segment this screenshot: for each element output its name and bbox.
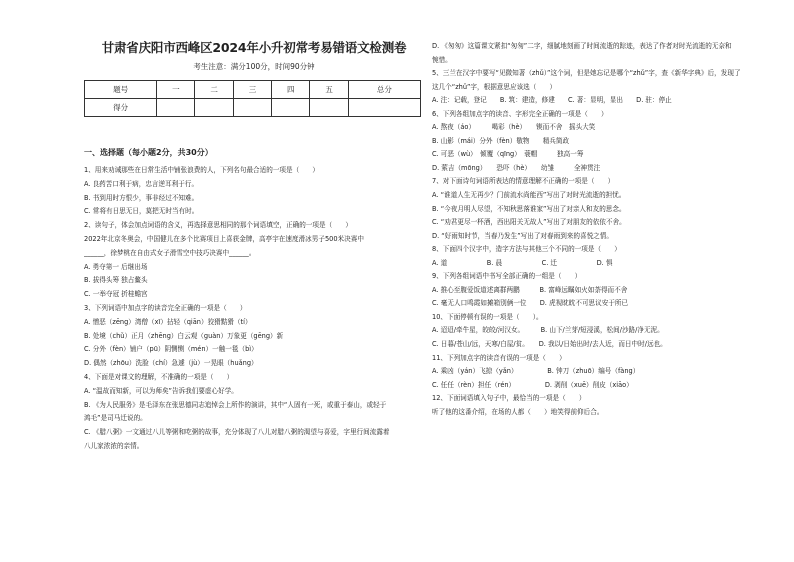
answer-option: A. 憎恶（zēng）湾僧（xī）拈轻（qiān）狡猾黠猾（tí） — [84, 317, 252, 326]
answer-option: B. 书到用时方恨少，事非经过不知难。 — [84, 193, 199, 202]
score-table — [84, 80, 421, 117]
answer-option: B. 拔得头筹 独占鳌头 — [84, 276, 148, 285]
score-table-score-row — [85, 99, 421, 117]
answer-option: B. 《为人民服务》是毛泽东在张思德同志追悼会上所作的演讲，其中“人固有一死，或重于泰山，或轻于 — [84, 400, 387, 409]
answer-option: A. 良药苦口利于病，忠言逆耳利于行。 — [84, 179, 199, 188]
question-line: 6、下列各组加点字的读音、字形完全正确的一项是（ ） — [432, 109, 608, 118]
score-cell: 五 — [310, 81, 348, 99]
question-line: 10、下面停顿有误的一项是（ ）。 — [432, 312, 543, 321]
answer-option: C. 一举夺冠 折桂蟾宫 — [84, 290, 148, 299]
answer-option: A. 推心至腹爱饭道述离群两鹏 B. 富峰远瞩如火如荼得而不舍 — [432, 285, 628, 294]
score-cell: 二 — [195, 81, 233, 99]
page-title: 甘肃省庆阳市西峰区2024年小升初常考易错语文检测卷 — [101, 40, 407, 55]
score-cell: 一 — [157, 81, 195, 99]
score-cell — [233, 99, 271, 117]
score-cell — [310, 99, 348, 117]
answer-option: A. 道 B. 晨 C. 迁 D. 惧 — [432, 258, 613, 267]
question-line: 9、下列各组词语中书写全部正确的一组是（ ） — [432, 272, 582, 281]
score-cell: 得分 — [85, 99, 157, 117]
question-line: ______，徐梦桃在自由式女子滑雪空中技巧决赛中______。 — [84, 248, 256, 257]
left-question-list — [84, 164, 422, 454]
right-question-list — [432, 40, 788, 419]
question-line: 这几个“zhǔ”字，根据意思应该选（ ） — [432, 82, 557, 91]
question-line: 8、下面四个汉字中，造字方法与其他三个不同的一项是（ ） — [432, 245, 621, 254]
question-line: 3、下列词语中加点字的读音完全正确的一项是（ ） — [84, 303, 247, 312]
answer-option: C. 《腊八粥》一文通过八儿等粥和吃粥的故事，充分体现了八儿对腊八粥的渴望与喜爱，字里行间流露着 — [84, 428, 390, 437]
answer-option: A. 乘凶（yán）飞掠（yǎn） B. 钟刀（zhuō）编号（fàng） — [432, 367, 640, 376]
exam-notice: 考生注意：满分100分，时间90分钟 — [193, 62, 315, 71]
answer-option: A. “温故而知新，可以为师矣”告诉我们要虚心好学。 — [84, 386, 238, 395]
section-heading: 一、选择题（每小题2分，共30分） — [84, 148, 213, 157]
answer-option: C. 日暮/苍山/远，天寒/白屋/贫。 D. 我以/日始出时/去人近，而日中时/远也。 — [432, 340, 667, 349]
question-line: 7、对下面诗句词语所表达的情意理解不正确的一项是（ ） — [432, 177, 615, 186]
answer-option: C. 毫无人口鸣霞如摊箱别俩一位 D. 虎视眈眈不可思议安于所已 — [432, 299, 629, 308]
answer-option: D. “好雨知时节，当春乃发生”写出了对春雨到来的喜悦之情。 — [432, 231, 613, 240]
score-cell — [272, 99, 310, 117]
answer-option: D. 萦吉（mōng） 恐吓（hè） 幼雏 全神贯注 — [432, 163, 601, 172]
answer-option: 惋惜。 — [432, 55, 452, 64]
answer-option: A. 熬夜（áo） 喝彩（hè） 锲而不舍 摇头大笑 — [432, 123, 596, 132]
question-line: 12、下面词语填入句子中，最恰当的一项是（ ） — [432, 394, 586, 403]
answer-option: D. 偶然（zhōu）洗脸（chí）急遽（jù）一晃眼（huǎng） — [84, 359, 258, 368]
answer-option: C. 任任（rèn）担任（rén） D. 剥削（xuē）削皮（xiāo） — [432, 380, 633, 389]
answer-option: 鸿毛”是司马迁说的。 — [84, 414, 147, 423]
answer-option: B. “今夜月明人尽望，不知秋思落谁家”写出了对亲人和友的思念。 — [432, 204, 626, 213]
answer-option: A. “谁道人生无再少？门前流水尚能西”写出了对时光流逝的担忧。 — [432, 191, 626, 200]
question-line: 1、用来劝诫那些在日常生活中铺张浪费的人，下列名句最合适的一项是（ ） — [84, 166, 319, 174]
score-table-header-row — [85, 81, 421, 99]
answer-option: C. 可恶（wù） 倾覆（qīng） 蓑帽 独高一筹 — [432, 150, 584, 159]
answer-option: C. 常将有日思无日，莫把无时当有时。 — [84, 207, 199, 216]
score-cell: 三 — [233, 81, 271, 99]
question-line: 11、下列加点字的读音有误的一项是（ ） — [432, 353, 566, 362]
score-cell: 题号 — [85, 81, 157, 99]
answer-option: A. 勇夺第一 后继出场 — [84, 262, 148, 271]
score-cell — [348, 99, 420, 117]
answer-option: B. 处境（chǔ）正月（zhēng）白云观（guàn）万象更（gēng）新 — [84, 331, 284, 340]
answer-option: A. 迢迢/牵牛星，皎皎/河汉女。 B. 山下/兰芽/短浸溪，松间/沙路/净无泥。 — [432, 326, 664, 335]
answer-option: A. 注：记载，登记 B. 筑：建造，修建 C. 著：显明，显出 D. 驻：停止 — [432, 96, 672, 105]
answer-option: B. 山影（mái）分外（fèn）敬物 精兵简政 — [432, 136, 570, 145]
answer-option: C. 分外（fèn）铺户（pū）阴恻恻（mén）一触一毯（bì） — [84, 345, 258, 354]
score-cell: 四 — [272, 81, 310, 99]
question-line: 4、下面是对课文的理解，不准确的一项是（ ） — [84, 372, 234, 381]
question-line: 2022年北京冬奥会，中国健儿在多个比赛项目上喜获金牌，高亭宇在速度滑冰男子500米决赛中 — [84, 234, 364, 243]
question-line: 2、读句子，体会加点词语的含义，再选择意思相同的那个词语填空，正确的一项是（ ） — [84, 221, 352, 230]
left-column — [84, 40, 424, 450]
answer-option: D. 《匆匆》这篇课文紧扣“匆匆”二字，细腻地刻画了时间流逝的踪迹，表达了作者对时光流逝的无奈和 — [432, 42, 732, 50]
answer-option: 八儿家浓浓的亲情。 — [84, 441, 144, 450]
answer-option: C. “劝君更尽一杯酒，西出阳关无故人”写出了对朋友的依依不舍。 — [432, 218, 626, 227]
score-cell — [195, 99, 233, 117]
score-cell — [157, 99, 195, 117]
question-line: 5、三兰在汉字中要写“见微知著（zhǔ）”这个词，但是她忘记是哪个“zhǔ”字，查《新华字典》后，发现了 — [432, 69, 741, 78]
score-cell: 总分 — [348, 81, 420, 99]
question-line: 听了他的这番介绍，在场的人都（ ）地笑得前仰后合。 — [432, 407, 604, 416]
